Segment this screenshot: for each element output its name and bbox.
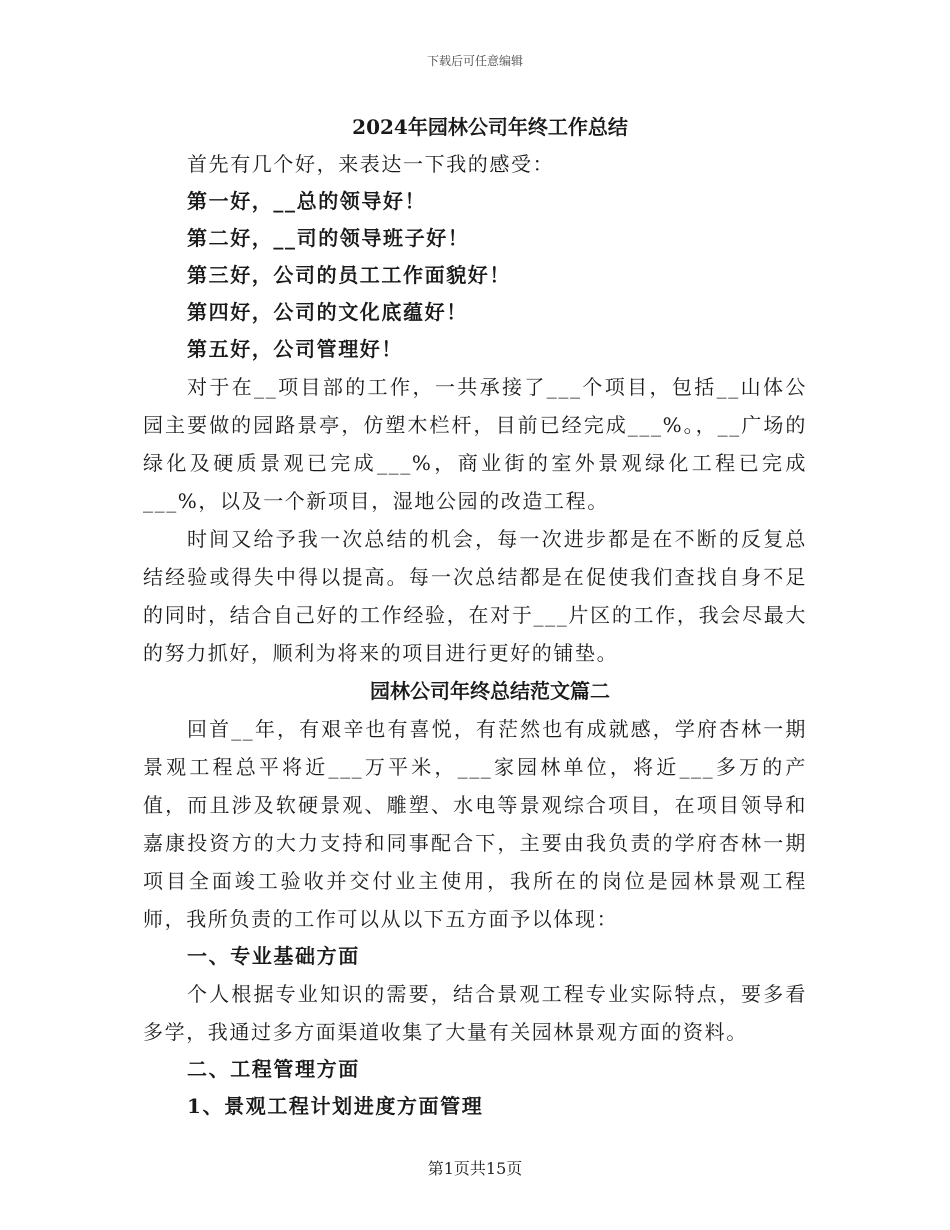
intro-line: 首先有几个好，来表达一下我的感受： xyxy=(187,152,555,176)
good-item-1: 第一好，__总的领导好！ xyxy=(187,189,427,213)
heading-professional-basis: 一、专业基础方面 xyxy=(187,944,360,968)
paragraph-projects: 对于在__项目部的工作，一共承接了___个项目，包括__山体公园主要做的园路景亭，仿塑木栏杆，目前已经完成___%。，__广场的绿化及硬质景观已完成___%，商业街的室外景观绿化工程已完成___%，以及一个新项目，湿地公园的改造工程。 xyxy=(143,375,807,513)
good-item-2: 第二好，__司的领导班子好！ xyxy=(187,226,470,250)
good-item-4: 第四好，公司的文化底蕴好！ xyxy=(187,300,468,324)
page-header-note: 下载后可任意编辑 xyxy=(426,54,523,68)
paragraph-summary: 时间又给予我一次总结的机会，每一次进步都是在不断的反复总结经验或得失中得以提高。每一次总结都是在促使我们查找自身不足的同时，结合自己好的工作经验，在对于___片区的工作，我会尽最大的努力抓好，顺利为将来的项目进行更好的铺垫。 xyxy=(143,527,807,665)
document-body xyxy=(143,112,807,1125)
document-title: 2024年园林公司年终工作总结 xyxy=(352,115,628,139)
heading-engineering-management: 二、工程管理方面 xyxy=(187,1057,360,1081)
heading-schedule-management: 1、景观工程计划进度方面管理 xyxy=(187,1094,484,1118)
good-item-3: 第三好，公司的员工工作面貌好！ xyxy=(187,263,511,287)
page-number: 第1页共15页 xyxy=(427,1159,523,1178)
good-item-5: 第五好，公司管理好！ xyxy=(187,337,403,361)
paragraph-professional: 个人根据专业知识的需要，结合景观工程专业实际特点，要多看多学，我通过多方面渠道收集了大量有关园林景观方面的资料。 xyxy=(143,982,807,1044)
section-title: 园林公司年终总结范文篇二 xyxy=(370,679,610,703)
paragraph-review: 回首__年，有艰辛也有喜悦，有茫然也有成就感，学府杏林一期景观工程总平将近___万平米，___家园林单位，将近___多万的产值，而且涉及软硬景观、雕塑、水电等景观综合项目，在项目领导和嘉康投资方的大力支持和同事配合下，主要由我负责的学府杏林一期项目全面竣工验收并交付业主使用，我所在的岗位是园林景观工程师，我所负责的工作可以从以下五方面予以体现： xyxy=(143,717,807,931)
